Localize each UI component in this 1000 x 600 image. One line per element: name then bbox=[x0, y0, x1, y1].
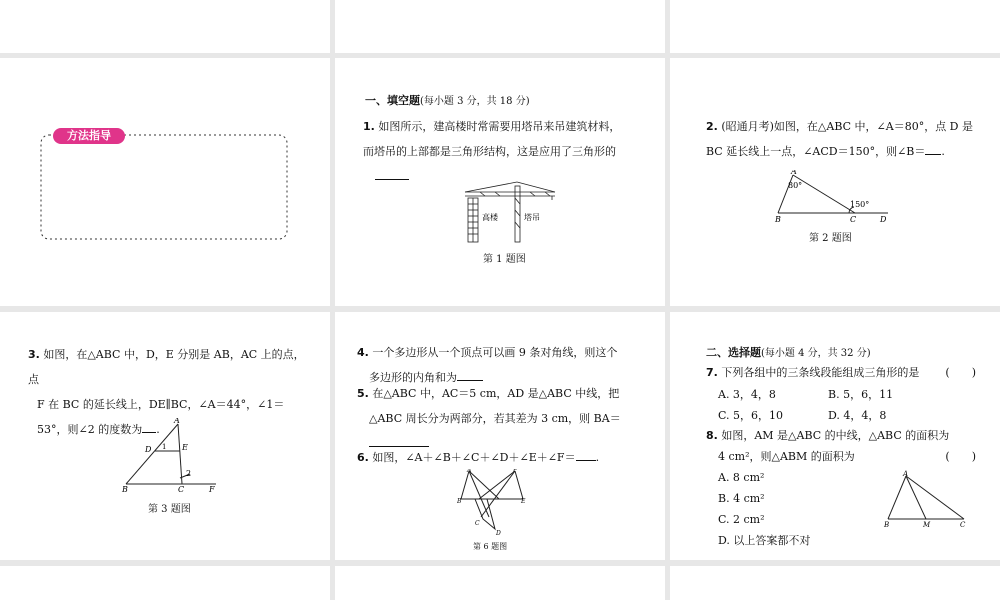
point-a: A bbox=[467, 469, 472, 474]
point-c: C bbox=[178, 485, 185, 493]
point-b: B bbox=[775, 215, 781, 224]
point-c: C bbox=[960, 521, 966, 529]
question-2-line2: BC 延长线上一点，∠ACD＝150°，则∠B＝ bbox=[706, 145, 926, 158]
question-6 bbox=[357, 445, 647, 470]
slide-question-1 bbox=[335, 58, 665, 306]
q8-option-c[interactable]: C. 2 cm² bbox=[718, 513, 765, 526]
point-b: B bbox=[884, 521, 890, 529]
question-6-line1: 如图，∠A＋∠B＋∠C＋∠D＋∠E＋∠F＝ bbox=[372, 451, 576, 464]
question-4-line1: 一个多边形从一个顶点可以画 9 条对角线，则这个 bbox=[372, 346, 618, 359]
crane-figure bbox=[460, 178, 580, 243]
point-d: D bbox=[880, 215, 887, 224]
question-1-text: 如图所示，建高楼时常需要用塔吊来吊建筑材料，而塔吊的上部都是三角形结构，这是应用了三角形的 bbox=[363, 120, 621, 158]
q8-option-b[interactable]: B. 4 cm² bbox=[718, 492, 765, 505]
question-3-line1: 如图，在△ABC 中，D，E 分别是 AB，AC 上的点，点 bbox=[28, 348, 305, 386]
question-2-number: 2. bbox=[706, 120, 718, 133]
question-8-answer-paren[interactable]: ( ) bbox=[945, 450, 976, 463]
question-6-blank[interactable] bbox=[576, 448, 596, 461]
question-6-number: 6. bbox=[357, 451, 369, 464]
point-b: B bbox=[122, 485, 128, 493]
slide-question-3 bbox=[0, 312, 330, 560]
question-8 bbox=[706, 425, 976, 467]
question-2-line1: (昭通月考)如图，在△ABC 中，∠A＝80°，点 D 是 bbox=[721, 120, 973, 133]
point-a: A bbox=[903, 470, 909, 478]
section-heading-choice bbox=[706, 346, 871, 361]
question-8-line1: 如图，AM 是△ABC 的中线，△ABC 的面积为 bbox=[721, 429, 950, 442]
point-a: A bbox=[174, 418, 180, 425]
question-4-blank[interactable] bbox=[457, 368, 483, 381]
method-guide-frame bbox=[0, 58, 330, 306]
section-note: (每小题 3 分，共 18 分) bbox=[420, 96, 530, 107]
q7-option-c[interactable]: C. 5，6，10 bbox=[718, 409, 784, 422]
question-2-end: . bbox=[941, 145, 945, 158]
label-building: 高楼 bbox=[482, 213, 498, 222]
angle-2-label: 2 bbox=[186, 469, 192, 478]
question-3-line2: F 在 BC 的延长线上，DE∥BC，∠A＝44°，∠1＝ bbox=[37, 398, 285, 411]
point-c: C bbox=[850, 215, 857, 224]
point-m: M bbox=[923, 521, 931, 529]
point-b: B bbox=[457, 498, 462, 505]
question-3-number: 3. bbox=[28, 348, 40, 361]
method-guide-badge bbox=[53, 128, 125, 144]
question-2 bbox=[706, 114, 976, 164]
triangle-figure-3 bbox=[118, 418, 228, 493]
point-f: F bbox=[209, 485, 215, 493]
point-d: D bbox=[145, 445, 152, 454]
triangle-figure-2 bbox=[770, 170, 900, 230]
question-2-blank[interactable] bbox=[925, 142, 941, 155]
method-guide-badge-text: 方法指导 bbox=[67, 129, 111, 142]
slide-bottom-left bbox=[0, 566, 330, 600]
slide-bottom-middle bbox=[335, 566, 665, 600]
question-3-end: . bbox=[156, 423, 160, 436]
point-d: D bbox=[496, 530, 501, 537]
label-crane: 塔吊 bbox=[524, 213, 540, 222]
question-8-line2: 4 cm²，则△ABM 的面积为 bbox=[718, 450, 855, 463]
figure-3-caption: 第 3 题图 bbox=[148, 504, 191, 515]
slide-top-left bbox=[0, 0, 330, 53]
q7-option-d[interactable]: D. 4，4，8 bbox=[828, 409, 887, 422]
q8-option-a[interactable]: A. 8 cm² bbox=[718, 471, 765, 484]
section-note: (每小题 4 分，共 32 分) bbox=[761, 348, 871, 359]
slide-top-right bbox=[670, 0, 1000, 53]
slide-bottom-right bbox=[670, 566, 1000, 600]
section-heading-fill bbox=[365, 94, 530, 109]
point-e: E bbox=[521, 498, 526, 505]
question-8-number: 8. bbox=[706, 429, 718, 442]
angle-c-label: 150° bbox=[850, 200, 870, 209]
point-a: A bbox=[791, 170, 797, 176]
point-c: C bbox=[475, 520, 480, 527]
question-7 bbox=[706, 362, 976, 383]
question-7-text: 下列各组中的三条线段能组成三角形的是 bbox=[721, 366, 920, 379]
point-f: F bbox=[513, 469, 518, 474]
question-1-blank[interactable] bbox=[375, 167, 409, 180]
question-6-end: . bbox=[595, 451, 600, 464]
question-5-line2: △ABC 周长分为两部分，若其差为 3 cm，则 BA＝ bbox=[369, 412, 621, 425]
slide-method-guide bbox=[0, 58, 330, 306]
question-5-number: 5. bbox=[357, 387, 369, 400]
figure-2-caption: 第 2 题图 bbox=[809, 233, 852, 244]
section-title: 一、填空题 bbox=[365, 94, 420, 107]
figure-6-caption: 第 6 题图 bbox=[473, 542, 508, 551]
question-5-line1: 在△ABC 中，AC＝5 cm，AD 是△ABC 中线，把 bbox=[372, 387, 620, 400]
figure-1-caption: 第 1 题图 bbox=[483, 254, 526, 265]
question-4-number: 4. bbox=[357, 346, 369, 359]
q8-option-d[interactable]: D. 以上答案都不对 bbox=[718, 534, 811, 547]
question-4-line2: 多边形的内角和为 bbox=[369, 371, 457, 384]
point-e: E bbox=[182, 443, 188, 452]
angle-a-label: 80° bbox=[788, 181, 803, 190]
question-7-answer-paren[interactable]: ( ) bbox=[945, 366, 976, 379]
angle-1-label: 1 bbox=[162, 443, 167, 451]
star-figure-6 bbox=[457, 469, 527, 539]
q7-option-a[interactable]: A. 3，4，8 bbox=[718, 388, 776, 401]
slide-top-middle bbox=[335, 0, 665, 53]
slide-questions-4-6 bbox=[335, 312, 665, 560]
q7-option-b[interactable]: B. 5，6，11 bbox=[828, 388, 894, 401]
question-3-line3: 53°，则∠2 的度数为 bbox=[37, 423, 143, 436]
section-title: 二、选择题 bbox=[706, 346, 761, 359]
question-1-number: 1. bbox=[363, 120, 375, 133]
question-7-number: 7. bbox=[706, 366, 718, 379]
triangle-figure-8 bbox=[882, 470, 972, 530]
slide-question-2 bbox=[670, 58, 1000, 306]
slide-questions-7-8 bbox=[670, 312, 1000, 560]
